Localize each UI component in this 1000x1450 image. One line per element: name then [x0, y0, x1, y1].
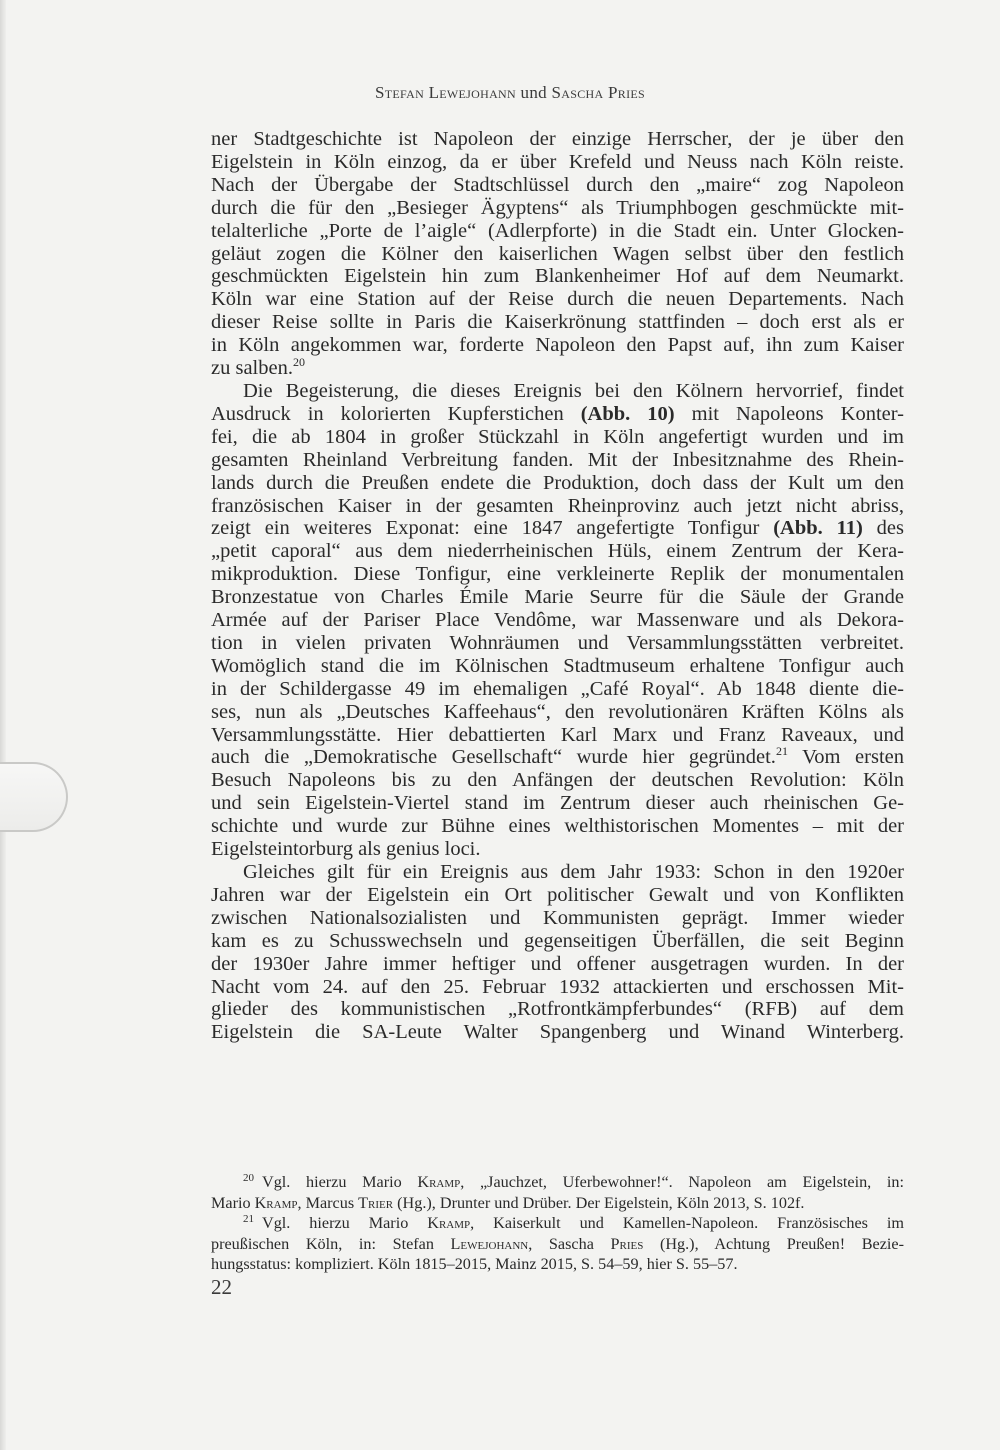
- text-line: telalterliche „Porte de l’aigle“ (Adlerpforte) in die Stadt ein. Unter Glocken-: [211, 219, 904, 242]
- text-line: [211, 517, 904, 540]
- author-name: Lewejohann: [450, 1234, 529, 1253]
- text-line: [211, 746, 904, 769]
- text-fragment: Vom ersten: [787, 746, 905, 769]
- text-fragment: Ausdruck in kolorierten Kupferstichen: [211, 402, 581, 425]
- author-name: Kramp: [417, 1173, 461, 1191]
- page-edge-shadow: [0, 0, 6, 1450]
- text-line: Eigelstein die SA-Leute Walter Spangenberg und Winand Winterberg.: [211, 1021, 904, 1044]
- text-line: schichte und wurde zur Bühne eines welthistorischen Momentes – mit der: [211, 815, 904, 838]
- text-line: ses, nun als „Deutsches Kaffeehaus“, den revolutionären Kräften Kölns als: [211, 700, 904, 723]
- text-line: der 1930er Jahre immer heftiger und offener ausgetragen wurden. In der: [211, 952, 904, 975]
- text-line: fei, die ab 1804 in großer Stückzahl in Köln angefertigt wurden und im: [211, 425, 904, 448]
- text-line: Die Begeisterung, die dieses Ereignis bei den Kölnern hervorrief, findet: [243, 379, 904, 402]
- text-line: Versammlungsstätte. Hier debattierten Karl Marx und Franz Raveaux, und: [211, 723, 904, 746]
- text-line: Besuch Napoleons bis zu den Anfängen der deutschen Revolution: Köln: [211, 769, 904, 792]
- text-line: Köln war eine Station auf der Reise durch die neuen Departements. Nach: [211, 288, 904, 311]
- author-name: Pries: [610, 1234, 644, 1253]
- author-connector: und: [520, 83, 547, 102]
- text-line: Jahren war der Eigelstein ein Ort politischer Gewalt und von Konflikten: [211, 883, 904, 906]
- footnote-line: hungsstatus: kompliziert. Köln 1815–2015, Mainz 2015, S. 54–59, hier S. 55–57.: [211, 1255, 738, 1273]
- footnote-ref-21: 21: [775, 744, 788, 759]
- text-fragment: preußischen Köln, in: Stefan: [211, 1234, 451, 1253]
- text-fragment: auch die „Demokratische Gesellschaft“ wurde hier gegründet.: [211, 746, 776, 769]
- text-line: zwischen Nationalsozialisten und Kommunisten geprägt. Immer wieder: [211, 906, 904, 929]
- body-text: [211, 128, 904, 1044]
- text-fragment: Mario: [211, 1193, 255, 1212]
- text-line: Gleiches gilt für ein Ereignis aus dem Jahr 1933: Schon in den 1920er: [243, 861, 904, 883]
- footnote-ref-20: 20: [292, 355, 305, 370]
- footnote-number: 21: [243, 1212, 254, 1225]
- text-fragment: mit Napoleons Konter-: [674, 402, 904, 425]
- text-line: Nach der Übergabe der Stadtschlüssel durch den „maire“ zog Napoleon: [211, 173, 904, 196]
- text-line: und sein Eigelstein-Viertel stand im Zentrum dieser auch rheinischen Ge-: [211, 792, 904, 815]
- text-fragment: zeigt ein weiteres Exponat: eine 1847 angefertigte Tonfigur: [211, 517, 774, 540]
- text-line: Bronzestatue von Charles Émile Marie Seurre für die Säule der Grande: [211, 586, 904, 609]
- footnote-21: [211, 1213, 904, 1275]
- text-fragment: , Sascha: [528, 1234, 611, 1253]
- text-line: geläut zogen die Kölner den kaiserlichen Wagen selbst über den festlich: [211, 242, 904, 265]
- text-line: kam es zu Schusswechseln und gegenseitigen Überfällen, die seit Beginn: [211, 929, 904, 952]
- author-name: Kramp: [254, 1193, 298, 1212]
- text-line: gesamten Rheinland Verbreitung fanden. Mit der Inbesitznahme des Rhein-: [211, 448, 904, 471]
- figure-ref-abb-10: (Abb. 10): [580, 402, 675, 425]
- author2-last: Pries: [608, 83, 645, 102]
- author-name: Kramp: [427, 1214, 471, 1232]
- text-line-last: [211, 357, 904, 380]
- text-fragment: des: [862, 517, 905, 540]
- text-fragment: , Marcus: [297, 1193, 359, 1212]
- paper-clip-mark: [0, 762, 68, 832]
- text-line: in der Schildergasse 49 im ehemaligen „Café Royal“. Ab 1848 diente die-: [211, 677, 904, 700]
- text-fragment: , Kaiserkult und Kamellen-Napoleon. Französisches im: [470, 1214, 904, 1232]
- text-line: Nacht vom 24. auf den 25. Februar 1932 attackierten und erschossen Mit-: [211, 975, 904, 998]
- paragraph-3: [211, 861, 904, 1044]
- text-line: französischen Kaiser in der gesamten Rheinprovinz auch jetzt nicht abriss,: [211, 494, 904, 517]
- text-line: Eigelstein in Köln einzog, da er über Krefeld und Neuss nach Köln reiste.: [211, 150, 904, 173]
- page-number: 22: [211, 1275, 232, 1299]
- text-line: [211, 403, 904, 426]
- running-head: [200, 83, 820, 103]
- footnote-line: [211, 1172, 904, 1193]
- text-line: durch die für den „Besieger Ägyptens“ als Triumphbogen geschmückte mit-: [211, 196, 904, 219]
- text-line: glieder des kommunistischen „Rotfrontkämpferbundes“ (RFB) auf dem: [211, 998, 904, 1021]
- paragraph-1: [211, 128, 904, 380]
- footnote-line: [211, 1213, 904, 1234]
- text-fragment: Vgl. hierzu Mario: [262, 1173, 418, 1191]
- text-line: in Köln angekommen war, forderte Napoleon den Papst auf, ihn zum Kaiser: [211, 334, 904, 357]
- figure-ref-abb-11: (Abb. 11): [773, 517, 863, 540]
- footnote-number: 20: [243, 1171, 254, 1184]
- text-line: Womöglich stand die im Kölnischen Stadtmuseum erhaltene Tonfigur auch: [211, 654, 904, 677]
- text-line: Armée auf der Pariser Place Vendôme, war Massenware und als Dekora-: [211, 609, 904, 632]
- author1-last: Lewejohann: [428, 83, 516, 102]
- footnotes: [211, 1172, 904, 1275]
- text-line-last: Eigelsteintorburg als genius loci.: [211, 838, 481, 861]
- text-fragment: (Hg.), Drunter und Drüber. Der Eigelstein, Köln 2013, S. 102f.: [393, 1193, 805, 1212]
- footnote-line: [211, 1193, 904, 1214]
- footnote-line: [211, 1234, 904, 1255]
- text-fragment: Vgl. hierzu Mario: [262, 1214, 428, 1232]
- text-fragment: zu salben.: [211, 357, 293, 380]
- text-line: dieser Reise sollte in Paris die Kaiserkrönung stattfinden – doch erst als er: [211, 311, 904, 334]
- author1-first: Stefan: [375, 83, 425, 102]
- text-line: mikproduktion. Diese Tonfigur, eine verkleinerte Replik der monumentalen: [211, 563, 904, 586]
- text-line: tion in vielen privaten Wohnräumen und Versammlungsstätten verbreitet.: [211, 631, 904, 654]
- author2-first: Sascha: [551, 83, 604, 102]
- text-fragment: (Hg.), Achtung Preußen! Bezie-: [643, 1234, 904, 1253]
- author-name: Trier: [358, 1193, 394, 1212]
- text-line: „petit caporal“ aus dem niederrheinischen Hüls, einem Zentrum der Kera-: [211, 540, 904, 563]
- text-fragment: , „Jauchzet, Uferbewohner!“. Napoleon am Eigelstein, in:: [460, 1173, 904, 1191]
- paragraph-2: [211, 380, 904, 861]
- footnote-20: [211, 1172, 904, 1213]
- text-line: geschmückten Eigelstein hin zum Blankenheimer Hof auf dem Neumarkt.: [211, 265, 904, 288]
- text-line: lands durch die Preußen endete die Produktion, doch dass der Kult um den: [211, 471, 904, 494]
- text-line: ner Stadtgeschichte ist Napoleon der einzige Herrscher, der je über den: [211, 128, 904, 150]
